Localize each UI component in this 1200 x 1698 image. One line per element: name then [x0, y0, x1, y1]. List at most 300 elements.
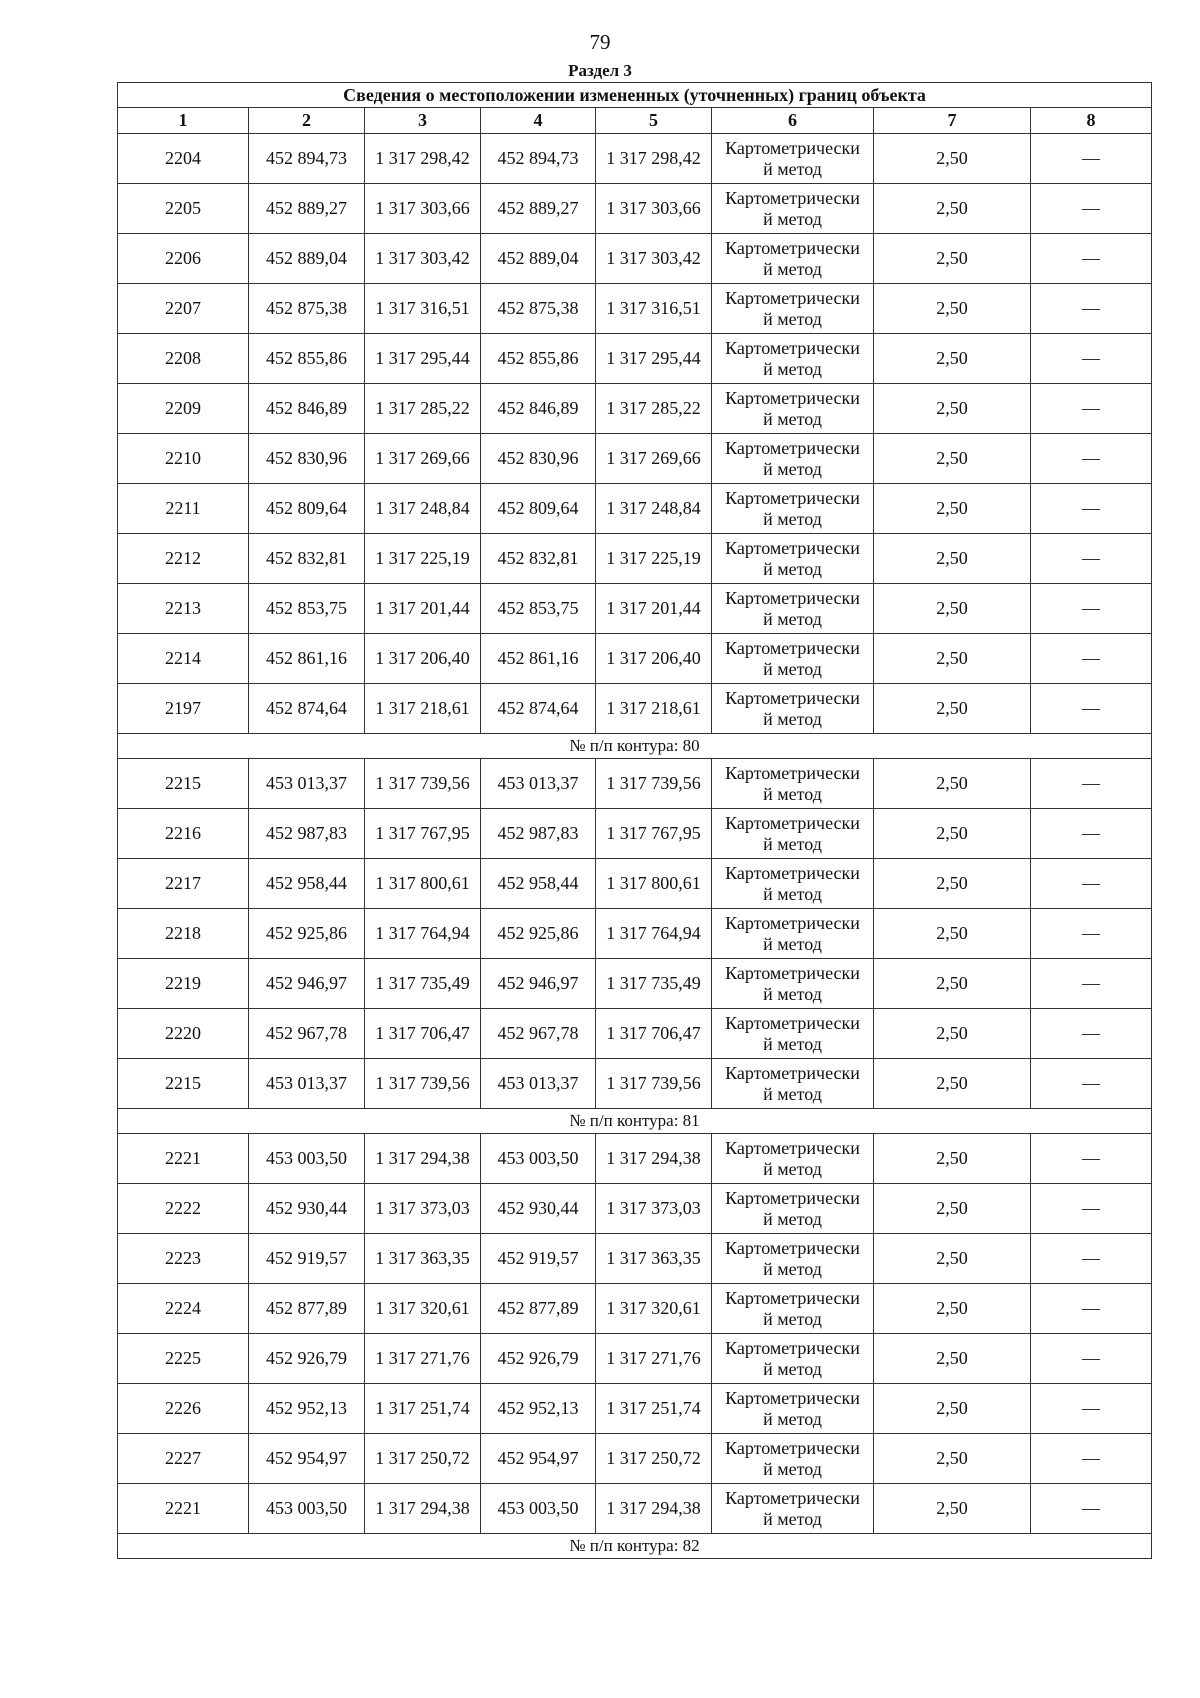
description-cell: — [1031, 1384, 1152, 1434]
method-cell [712, 684, 874, 734]
point-number-cell: 2221 [118, 1484, 249, 1534]
contour-label: № п/п контура: 82 [118, 1534, 1152, 1559]
method-text-line: Картометрически [725, 1237, 860, 1258]
y-new-cell: 1 317 251,74 [596, 1384, 712, 1434]
precision-cell: 2,50 [874, 1234, 1031, 1284]
x-old-cell: 452 889,04 [249, 234, 365, 284]
table-row [118, 284, 1152, 334]
y-old-cell: 1 317 800,61 [365, 859, 481, 909]
x-old-cell: 452 967,78 [249, 1009, 365, 1059]
method-cell [712, 634, 874, 684]
column-header: 4 [481, 108, 596, 134]
y-old-cell: 1 317 767,95 [365, 809, 481, 859]
method-cell [712, 1184, 874, 1234]
y-new-cell: 1 317 303,66 [596, 184, 712, 234]
description-cell: — [1031, 959, 1152, 1009]
y-old-cell: 1 317 298,42 [365, 134, 481, 184]
method-cell [712, 384, 874, 434]
description-cell: — [1031, 684, 1152, 734]
x-new-cell: 452 958,44 [481, 859, 596, 909]
y-old-cell: 1 317 363,35 [365, 1234, 481, 1284]
point-number-cell: 2212 [118, 534, 249, 584]
table-row [118, 1334, 1152, 1384]
description-cell: — [1031, 1234, 1152, 1284]
y-new-cell: 1 317 735,49 [596, 959, 712, 1009]
table-row [118, 859, 1152, 909]
method-text-line: й метод [763, 883, 822, 904]
y-old-cell: 1 317 739,56 [365, 1059, 481, 1109]
x-new-cell: 452 926,79 [481, 1334, 596, 1384]
table-row [118, 1284, 1152, 1334]
x-new-cell: 452 875,38 [481, 284, 596, 334]
x-old-cell: 452 855,86 [249, 334, 365, 384]
point-number-cell: 2206 [118, 234, 249, 284]
y-old-cell: 1 317 320,61 [365, 1284, 481, 1334]
y-old-cell: 1 317 735,49 [365, 959, 481, 1009]
description-cell: — [1031, 134, 1152, 184]
precision-cell: 2,50 [874, 534, 1031, 584]
method-cell [712, 1384, 874, 1434]
method-text-line: Картометрически [725, 1437, 860, 1458]
precision-cell: 2,50 [874, 1009, 1031, 1059]
point-number-cell: 2208 [118, 334, 249, 384]
method-cell [712, 1009, 874, 1059]
x-new-cell: 452 853,75 [481, 584, 596, 634]
x-old-cell: 452 853,75 [249, 584, 365, 634]
table-row [118, 809, 1152, 859]
y-new-cell: 1 317 294,38 [596, 1484, 712, 1534]
method-text-line: й метод [763, 1083, 822, 1104]
point-number-cell: 2221 [118, 1134, 249, 1184]
description-cell: — [1031, 534, 1152, 584]
precision-cell: 2,50 [874, 1484, 1031, 1534]
precision-cell: 2,50 [874, 134, 1031, 184]
x-old-cell: 452 830,96 [249, 434, 365, 484]
point-number-cell: 2204 [118, 134, 249, 184]
method-text-line: Картометрически [725, 912, 860, 933]
precision-cell: 2,50 [874, 684, 1031, 734]
x-new-cell: 452 946,97 [481, 959, 596, 1009]
method-cell [712, 434, 874, 484]
y-old-cell: 1 317 269,66 [365, 434, 481, 484]
contour-label-row [118, 1534, 1152, 1559]
table-row [118, 184, 1152, 234]
section-title: Раздел 3 [568, 61, 632, 80]
description-cell: — [1031, 384, 1152, 434]
method-cell [712, 234, 874, 284]
method-cell [712, 909, 874, 959]
point-number-cell: 2210 [118, 434, 249, 484]
column-header: 3 [365, 108, 481, 134]
method-text-line: й метод [763, 1033, 822, 1054]
y-old-cell: 1 317 251,74 [365, 1384, 481, 1434]
precision-cell: 2,50 [874, 484, 1031, 534]
description-cell: — [1031, 284, 1152, 334]
method-text-line: й метод [763, 308, 822, 329]
x-old-cell: 453 003,50 [249, 1484, 365, 1534]
method-cell [712, 1284, 874, 1334]
method-text-line: й метод [763, 933, 822, 954]
description-cell: — [1031, 1434, 1152, 1484]
y-new-cell: 1 317 269,66 [596, 434, 712, 484]
x-old-cell: 452 846,89 [249, 384, 365, 434]
x-old-cell: 452 894,73 [249, 134, 365, 184]
method-text-line: Картометрически [725, 762, 860, 783]
x-new-cell: 452 809,64 [481, 484, 596, 534]
x-new-cell: 452 889,04 [481, 234, 596, 284]
table-row [118, 909, 1152, 959]
method-text-line: Картометрически [725, 237, 860, 258]
method-cell [712, 284, 874, 334]
x-old-cell: 452 925,86 [249, 909, 365, 959]
method-cell [712, 1484, 874, 1534]
method-text-line: й метод [763, 1258, 822, 1279]
method-text-line: й метод [763, 658, 822, 679]
table-row [118, 1009, 1152, 1059]
y-new-cell: 1 317 271,76 [596, 1334, 712, 1384]
y-old-cell: 1 317 706,47 [365, 1009, 481, 1059]
precision-cell: 2,50 [874, 634, 1031, 684]
x-new-cell: 452 967,78 [481, 1009, 596, 1059]
point-number-cell: 2214 [118, 634, 249, 684]
table-row [118, 384, 1152, 434]
description-cell: — [1031, 859, 1152, 909]
x-new-cell: 452 830,96 [481, 434, 596, 484]
y-new-cell: 1 317 295,44 [596, 334, 712, 384]
table-row [118, 684, 1152, 734]
y-new-cell: 1 317 363,35 [596, 1234, 712, 1284]
table-row [118, 534, 1152, 584]
description-cell: — [1031, 809, 1152, 859]
point-number-cell: 2207 [118, 284, 249, 334]
x-new-cell: 452 855,86 [481, 334, 596, 384]
method-text-line: Картометрически [725, 187, 860, 208]
method-cell [712, 1134, 874, 1184]
column-number-row [118, 108, 1152, 134]
point-number-cell: 2219 [118, 959, 249, 1009]
method-text-line: Картометрически [725, 337, 860, 358]
y-new-cell: 1 317 800,61 [596, 859, 712, 909]
table-row [118, 134, 1152, 184]
table-row [118, 1184, 1152, 1234]
method-text-line: й метод [763, 1508, 822, 1529]
method-text-line: Картометрически [725, 387, 860, 408]
y-new-cell: 1 317 316,51 [596, 284, 712, 334]
point-number-cell: 2218 [118, 909, 249, 959]
precision-cell: 2,50 [874, 384, 1031, 434]
point-number-cell: 2213 [118, 584, 249, 634]
x-old-cell: 452 958,44 [249, 859, 365, 909]
x-new-cell: 452 889,27 [481, 184, 596, 234]
method-text-line: й метод [763, 158, 822, 179]
y-old-cell: 1 317 294,38 [365, 1134, 481, 1184]
x-old-cell: 452 930,44 [249, 1184, 365, 1234]
y-new-cell: 1 317 298,42 [596, 134, 712, 184]
point-number-cell: 2223 [118, 1234, 249, 1284]
point-number-cell: 2225 [118, 1334, 249, 1384]
y-new-cell: 1 317 739,56 [596, 759, 712, 809]
x-old-cell: 452 874,64 [249, 684, 365, 734]
x-new-cell: 452 930,44 [481, 1184, 596, 1234]
point-number-cell: 2215 [118, 1059, 249, 1109]
x-new-cell: 452 832,81 [481, 534, 596, 584]
x-old-cell: 452 875,38 [249, 284, 365, 334]
table-title: Сведения о местоположении измененных (уточненных) границ объекта [118, 83, 1152, 108]
description-cell: — [1031, 234, 1152, 284]
method-text-line: Картометрически [725, 962, 860, 983]
table-row [118, 1059, 1152, 1109]
y-new-cell: 1 317 739,56 [596, 1059, 712, 1109]
method-text-line: Картометрически [725, 1012, 860, 1033]
y-old-cell: 1 317 303,42 [365, 234, 481, 284]
y-new-cell: 1 317 767,95 [596, 809, 712, 859]
method-cell [712, 484, 874, 534]
precision-cell: 2,50 [874, 434, 1031, 484]
description-cell: — [1031, 1059, 1152, 1109]
precision-cell: 2,50 [874, 584, 1031, 634]
point-number-cell: 2227 [118, 1434, 249, 1484]
point-number-cell: 2222 [118, 1184, 249, 1234]
precision-cell: 2,50 [874, 284, 1031, 334]
method-cell [712, 809, 874, 859]
table-row [118, 484, 1152, 534]
method-text-line: й метод [763, 358, 822, 379]
method-cell [712, 1234, 874, 1284]
method-text-line: Картометрически [725, 437, 860, 458]
point-number-cell: 2217 [118, 859, 249, 909]
precision-cell: 2,50 [874, 1284, 1031, 1334]
point-number-cell: 2211 [118, 484, 249, 534]
x-old-cell: 452 919,57 [249, 1234, 365, 1284]
table-row [118, 759, 1152, 809]
y-old-cell: 1 317 271,76 [365, 1334, 481, 1384]
method-text-line: й метод [763, 408, 822, 429]
precision-cell: 2,50 [874, 1184, 1031, 1234]
description-cell: — [1031, 634, 1152, 684]
x-old-cell: 452 861,16 [249, 634, 365, 684]
x-new-cell: 452 987,83 [481, 809, 596, 859]
y-new-cell: 1 317 218,61 [596, 684, 712, 734]
description-cell: — [1031, 1184, 1152, 1234]
method-text-line: Картометрически [725, 537, 860, 558]
x-new-cell: 453 003,50 [481, 1134, 596, 1184]
x-old-cell: 452 809,64 [249, 484, 365, 534]
method-text-line: й метод [763, 208, 822, 229]
method-cell [712, 1434, 874, 1484]
y-old-cell: 1 317 201,44 [365, 584, 481, 634]
y-old-cell: 1 317 303,66 [365, 184, 481, 234]
description-cell: — [1031, 759, 1152, 809]
description-cell: — [1031, 584, 1152, 634]
method-cell [712, 1334, 874, 1384]
y-old-cell: 1 317 316,51 [365, 284, 481, 334]
column-header: 6 [712, 108, 874, 134]
method-cell [712, 334, 874, 384]
description-cell: — [1031, 484, 1152, 534]
point-number-cell: 2205 [118, 184, 249, 234]
x-old-cell: 453 013,37 [249, 759, 365, 809]
table-row [118, 1484, 1152, 1534]
method-cell [712, 759, 874, 809]
y-old-cell: 1 317 764,94 [365, 909, 481, 959]
boundary-coordinates-table [117, 82, 1152, 1559]
method-text-line: й метод [763, 1358, 822, 1379]
y-new-cell: 1 317 206,40 [596, 634, 712, 684]
y-new-cell: 1 317 320,61 [596, 1284, 712, 1334]
method-text-line: Картометрически [725, 487, 860, 508]
x-old-cell: 452 877,89 [249, 1284, 365, 1334]
precision-cell: 2,50 [874, 1059, 1031, 1109]
description-cell: — [1031, 334, 1152, 384]
x-new-cell: 452 846,89 [481, 384, 596, 434]
x-old-cell: 452 926,79 [249, 1334, 365, 1384]
x-old-cell: 453 003,50 [249, 1134, 365, 1184]
method-text-line: Картометрически [725, 1187, 860, 1208]
x-old-cell: 452 954,97 [249, 1434, 365, 1484]
method-text-line: Картометрически [725, 1287, 860, 1308]
description-cell: — [1031, 909, 1152, 959]
precision-cell: 2,50 [874, 1434, 1031, 1484]
method-text-line: й метод [763, 1458, 822, 1479]
x-old-cell: 453 013,37 [249, 1059, 365, 1109]
precision-cell: 2,50 [874, 184, 1031, 234]
y-old-cell: 1 317 218,61 [365, 684, 481, 734]
table-row [118, 1434, 1152, 1484]
x-new-cell: 452 877,89 [481, 1284, 596, 1334]
point-number-cell: 2209 [118, 384, 249, 434]
precision-cell: 2,50 [874, 1334, 1031, 1384]
y-new-cell: 1 317 250,72 [596, 1434, 712, 1484]
y-new-cell: 1 317 373,03 [596, 1184, 712, 1234]
method-cell [712, 959, 874, 1009]
method-text-line: й метод [763, 558, 822, 579]
y-old-cell: 1 317 250,72 [365, 1434, 481, 1484]
precision-cell: 2,50 [874, 234, 1031, 284]
method-text-line: й метод [763, 783, 822, 804]
y-old-cell: 1 317 206,40 [365, 634, 481, 684]
method-text-line: й метод [763, 508, 822, 529]
y-old-cell: 1 317 295,44 [365, 334, 481, 384]
point-number-cell: 2220 [118, 1009, 249, 1059]
method-text-line: й метод [763, 833, 822, 854]
description-cell: — [1031, 1009, 1152, 1059]
y-old-cell: 1 317 373,03 [365, 1184, 481, 1234]
method-text-line: й метод [763, 258, 822, 279]
table-title-row [118, 83, 1152, 108]
table-row [118, 1384, 1152, 1434]
method-text-line: й метод [763, 1158, 822, 1179]
x-new-cell: 452 925,86 [481, 909, 596, 959]
table-row [118, 634, 1152, 684]
method-text-line: Картометрически [725, 862, 860, 883]
x-new-cell: 452 894,73 [481, 134, 596, 184]
point-number-cell: 2197 [118, 684, 249, 734]
x-old-cell: 452 832,81 [249, 534, 365, 584]
method-cell [712, 134, 874, 184]
method-cell [712, 534, 874, 584]
method-text-line: Картометрически [725, 812, 860, 833]
y-new-cell: 1 317 225,19 [596, 534, 712, 584]
method-text-line: й метод [763, 1208, 822, 1229]
method-cell [712, 1059, 874, 1109]
method-text-line: й метод [763, 1408, 822, 1429]
method-cell [712, 859, 874, 909]
description-cell: — [1031, 1334, 1152, 1384]
y-old-cell: 1 317 285,22 [365, 384, 481, 434]
x-old-cell: 452 952,13 [249, 1384, 365, 1434]
description-cell: — [1031, 1134, 1152, 1184]
contour-label: № п/п контура: 80 [118, 734, 1152, 759]
precision-cell: 2,50 [874, 1384, 1031, 1434]
table-row [118, 334, 1152, 384]
y-new-cell: 1 317 285,22 [596, 384, 712, 434]
x-old-cell: 452 889,27 [249, 184, 365, 234]
point-number-cell: 2216 [118, 809, 249, 859]
y-new-cell: 1 317 248,84 [596, 484, 712, 534]
table-row [118, 1134, 1152, 1184]
x-new-cell: 452 874,64 [481, 684, 596, 734]
description-cell: — [1031, 434, 1152, 484]
method-cell [712, 184, 874, 234]
y-new-cell: 1 317 706,47 [596, 1009, 712, 1059]
method-text-line: й метод [763, 608, 822, 629]
method-text-line: Картометрически [725, 1062, 860, 1083]
method-text-line: й метод [763, 708, 822, 729]
description-cell: — [1031, 1284, 1152, 1334]
y-new-cell: 1 317 764,94 [596, 909, 712, 959]
y-new-cell: 1 317 294,38 [596, 1134, 712, 1184]
contour-label: № п/п контура: 81 [118, 1109, 1152, 1134]
precision-cell: 2,50 [874, 909, 1031, 959]
description-cell: — [1031, 184, 1152, 234]
x-old-cell: 452 946,97 [249, 959, 365, 1009]
x-new-cell: 453 013,37 [481, 759, 596, 809]
x-old-cell: 452 987,83 [249, 809, 365, 859]
contour-label-row [118, 1109, 1152, 1134]
table-body [118, 134, 1152, 1559]
point-number-cell: 2215 [118, 759, 249, 809]
y-old-cell: 1 317 225,19 [365, 534, 481, 584]
method-text-line: Картометрически [725, 687, 860, 708]
method-text-line: й метод [763, 983, 822, 1004]
method-text-line: Картометрически [725, 287, 860, 308]
x-new-cell: 453 003,50 [481, 1484, 596, 1534]
column-header: 2 [249, 108, 365, 134]
table-row [118, 959, 1152, 1009]
method-text-line: Картометрически [725, 1387, 860, 1408]
description-cell: — [1031, 1484, 1152, 1534]
page-number: 79 [589, 30, 611, 54]
y-old-cell: 1 317 248,84 [365, 484, 481, 534]
method-cell [712, 584, 874, 634]
precision-cell: 2,50 [874, 809, 1031, 859]
method-text-line: Картометрически [725, 1487, 860, 1508]
method-text-line: й метод [763, 458, 822, 479]
precision-cell: 2,50 [874, 959, 1031, 1009]
method-text-line: Картометрически [725, 1137, 860, 1158]
y-new-cell: 1 317 201,44 [596, 584, 712, 634]
precision-cell: 2,50 [874, 759, 1031, 809]
table-row [118, 434, 1152, 484]
method-text-line: Картометрически [725, 587, 860, 608]
x-new-cell: 452 919,57 [481, 1234, 596, 1284]
table-row [118, 234, 1152, 284]
table-row [118, 584, 1152, 634]
x-new-cell: 453 013,37 [481, 1059, 596, 1109]
method-text-line: Картометрически [725, 137, 860, 158]
table-row [118, 1234, 1152, 1284]
method-text-line: Картометрически [725, 1337, 860, 1358]
